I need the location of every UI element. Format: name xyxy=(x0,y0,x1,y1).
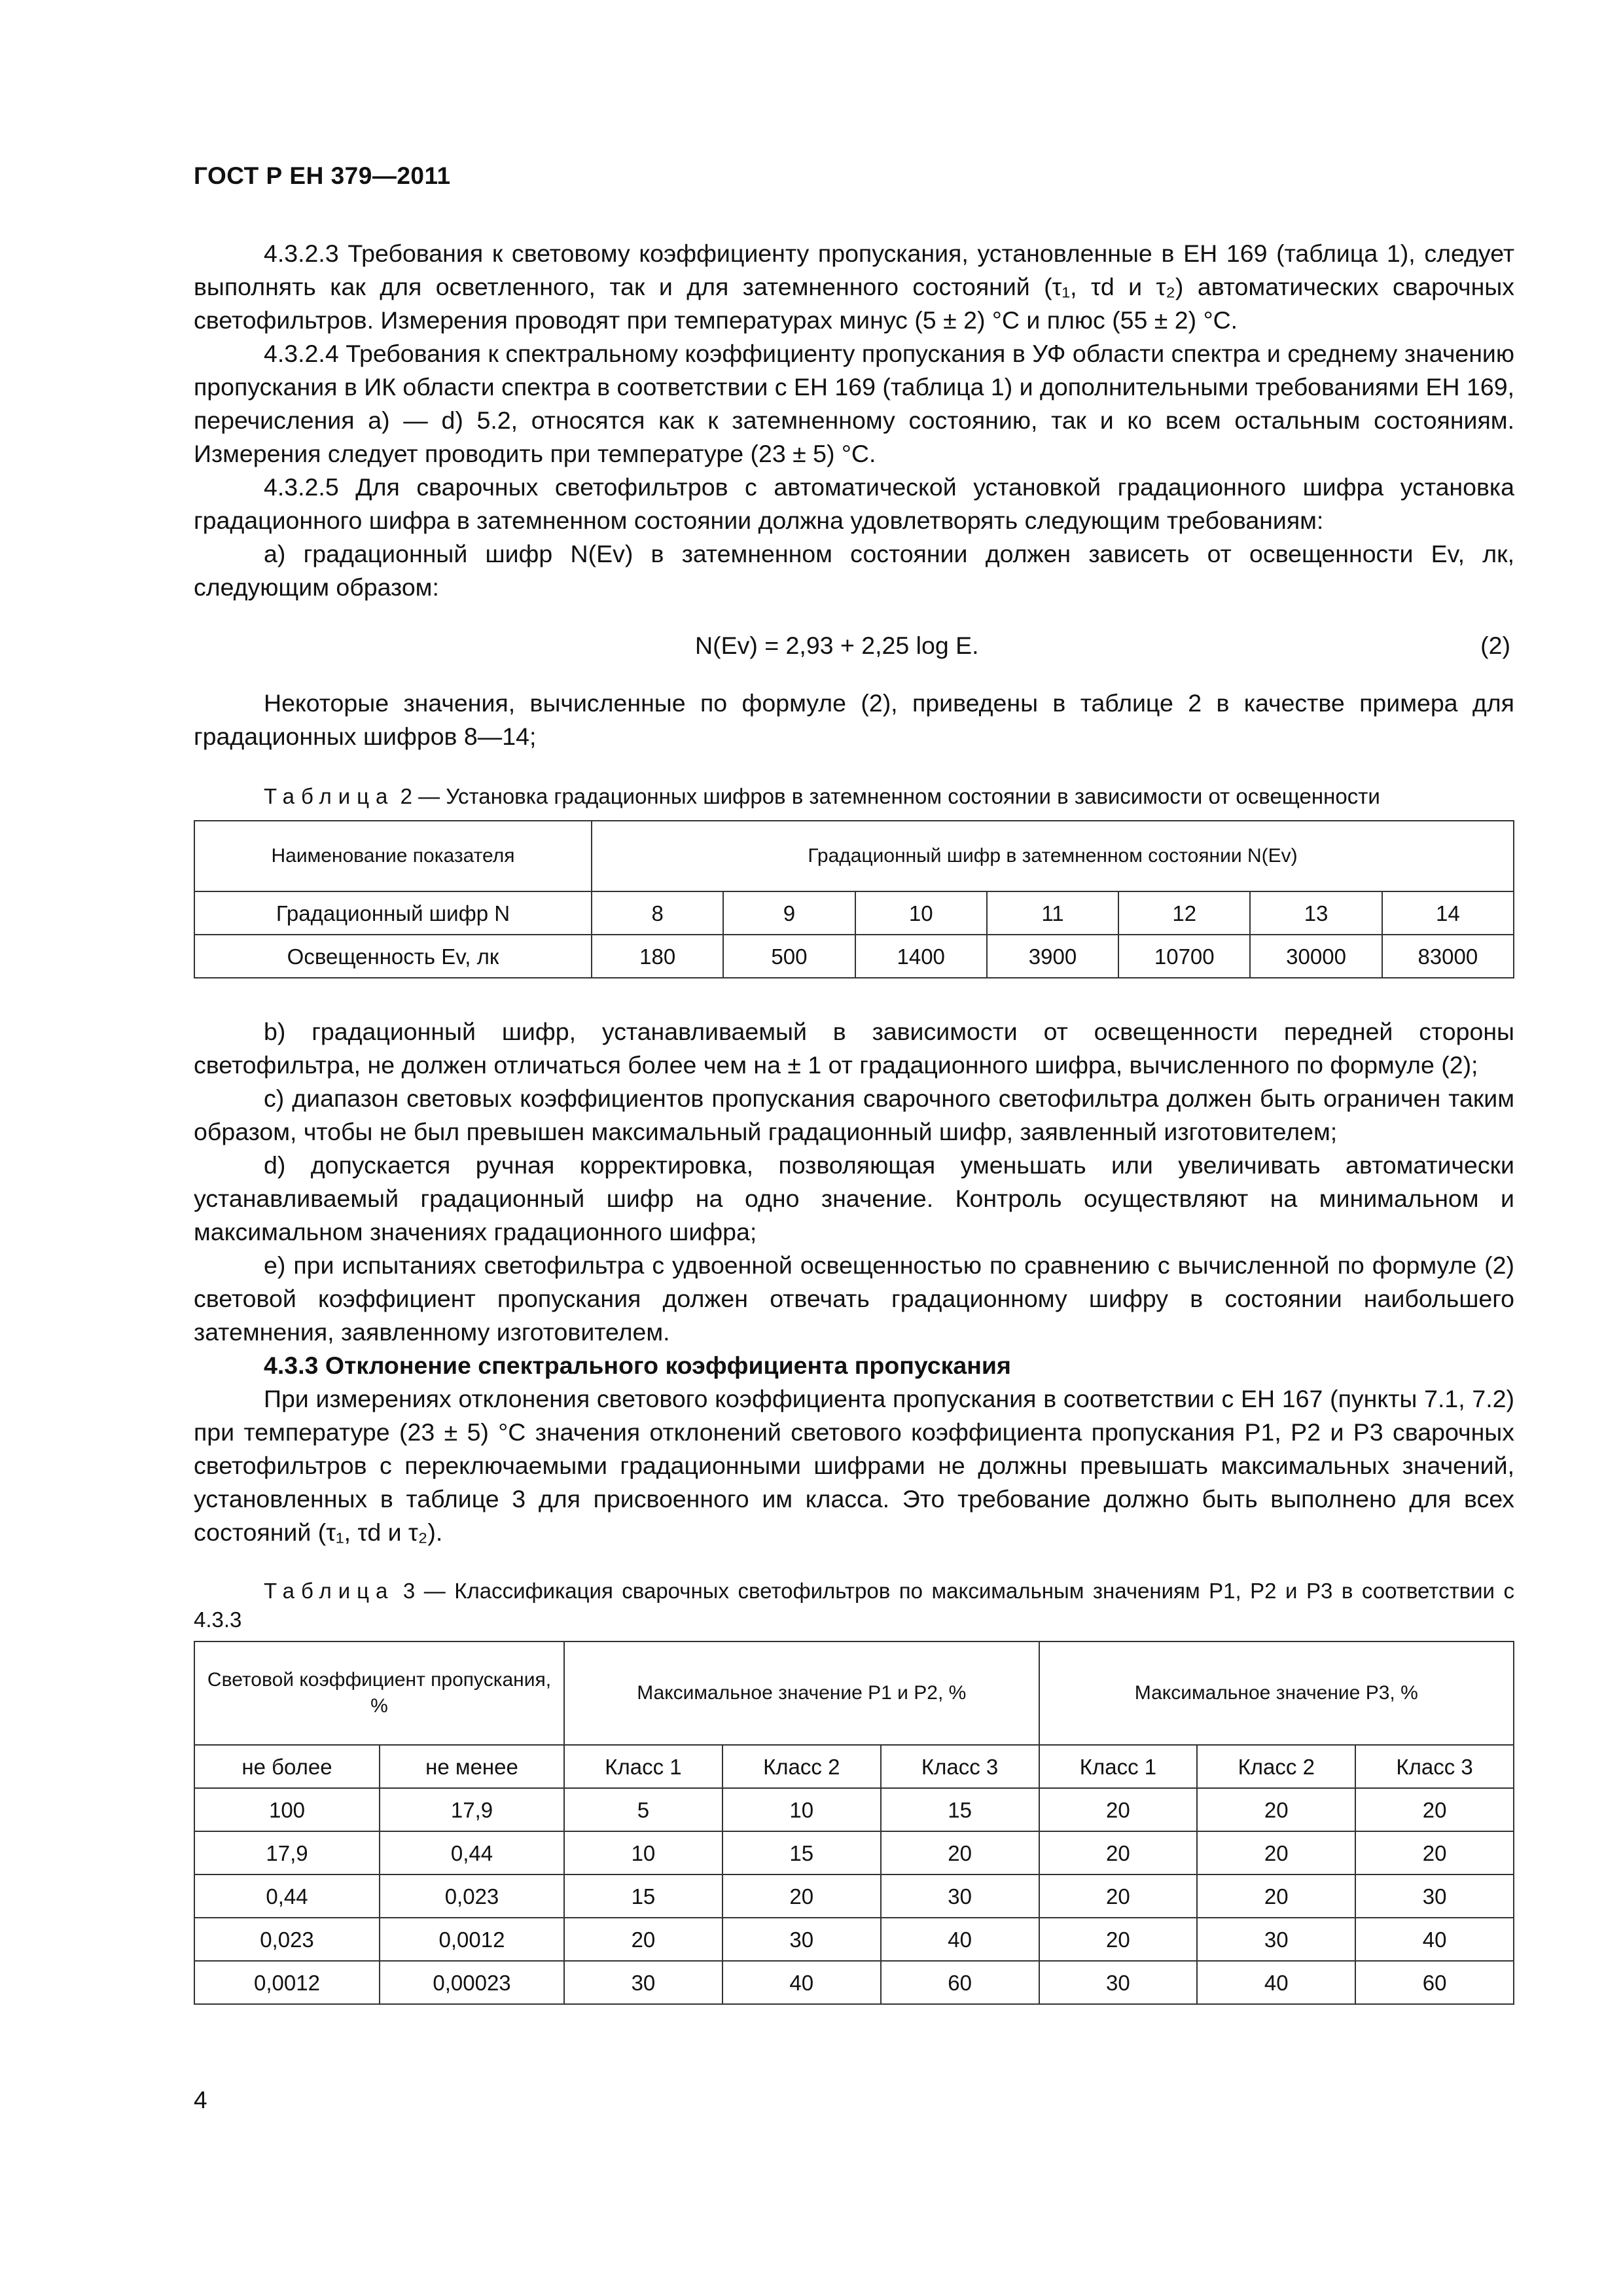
table-row xyxy=(194,891,1514,935)
table-row xyxy=(194,935,1514,978)
table-3-subheader-row xyxy=(194,1745,1514,1788)
list-item-e: е) при испытаниях светофильтра с удвоенной освещенностью по сравнению с вычисленной по формуле (2) световой коэффициент пропускания должен отвечать градационному шифру в состоянии наибольшего затемнения, заявленному изготовителем. xyxy=(194,1251,1514,1346)
table-cell: 3900 xyxy=(987,935,1118,978)
table-cell: 15 xyxy=(881,1788,1039,1831)
table-cell: 30 xyxy=(881,1874,1039,1918)
paragraph-4-3-2-5: 4.3.2.5 Для сварочных светофильтров с автоматической установкой градационного шифра установка градационного шифра в затемненном состоянии должна удовлетворять следующим требованиям: xyxy=(194,473,1514,534)
page-body xyxy=(194,237,1514,2005)
table-2-row-label: Градационный шифр N xyxy=(194,891,592,935)
table-cell: 0,0012 xyxy=(380,1918,564,1961)
table-cell: 13 xyxy=(1250,891,1382,935)
table-3-caption-text: 3 — Классификация сварочных светофильтров по максимальным значениям P1, P2 и P3 в соответствии с 4.3.3 xyxy=(194,1579,1514,1632)
table-cell: 20 xyxy=(1197,1788,1355,1831)
table-2-caption xyxy=(194,782,1514,811)
table-cell: 0,0012 xyxy=(194,1961,380,2004)
table-2-header-shade: Градационный шифр в затемненном состоянии N(Ev) xyxy=(592,821,1514,891)
table-2-caption-word: Таблица xyxy=(264,784,395,808)
table-cell: 10700 xyxy=(1118,935,1250,978)
table-cell: 30 xyxy=(1039,1961,1198,2004)
table-cell: 40 xyxy=(1197,1961,1355,2004)
table-cell: 20 xyxy=(1039,1831,1198,1874)
table-3-subheader: Класс 2 xyxy=(722,1745,881,1788)
list-item-d: d) допускается ручная корректировка, позволяющая уменьшать или увеличивать автоматически устанавливаемый градационный шифр на одно значение. Контроль осуществляют на минимальном и максимальном значениях градационного шифра; xyxy=(194,1151,1514,1246)
table-cell: 40 xyxy=(722,1961,881,2004)
table-cell: 10 xyxy=(855,891,987,935)
section-heading-4-3-3: 4.3.3 Отклонение спектрального коэффициента пропускания xyxy=(264,1352,1011,1379)
table-row xyxy=(194,1961,1514,2004)
table-2-header-param: Наименование показателя xyxy=(194,821,592,891)
table-cell: 20 xyxy=(1039,1788,1198,1831)
list-item-c: с) диапазон световых коэффициентов пропускания сварочного светофильтра должен быть ограничен таким образом, чтобы не был превышен максимальный градационный шифр, заявленный изготовителем; xyxy=(194,1085,1514,1145)
list-item-b: b) градационный шифр, устанавливаемый в зависимости от освещенности передней стороны светофильтра, не должен отличаться более чем на ± 1 от градационного шифра, вычисленного по формуле (2); xyxy=(194,1018,1514,1079)
table-3-caption-word: Таблица xyxy=(264,1579,395,1603)
table-cell: 14 xyxy=(1382,891,1514,935)
table-2-caption-text: 2 — Установка градационных шифров в затемненном состоянии в зависимости от освещенности xyxy=(400,784,1380,808)
table-cell: 20 xyxy=(1197,1831,1355,1874)
table-3-subheader: Класс 3 xyxy=(881,1745,1039,1788)
table-cell: 1400 xyxy=(855,935,987,978)
table-cell: 20 xyxy=(881,1831,1039,1874)
table-3-subheader: Класс 3 xyxy=(1355,1745,1514,1788)
list-item-a: а) градационный шифр N(Ev) в затемненном состоянии должен зависеть от освещенности Ev, лк, следующим образом: xyxy=(194,540,1514,601)
document-code: ГОСТ Р ЕН 379—2011 xyxy=(194,162,451,189)
table-row xyxy=(194,1788,1514,1831)
table-row xyxy=(194,1918,1514,1961)
table-cell: 12 xyxy=(1118,891,1250,935)
table-cell: 20 xyxy=(1039,1918,1198,1961)
table-3-subheader: Класс 2 xyxy=(1197,1745,1355,1788)
table-3-header-tau: Световой коэффициент пропускания, % xyxy=(194,1641,564,1745)
table-cell: 17,9 xyxy=(380,1788,564,1831)
table-cell: 0,00023 xyxy=(380,1961,564,2004)
table-cell: 30000 xyxy=(1250,935,1382,978)
table-cell: 0,023 xyxy=(380,1874,564,1918)
table-cell: 10 xyxy=(564,1831,722,1874)
table-cell: 30 xyxy=(722,1918,881,1961)
table-cell: 40 xyxy=(881,1918,1039,1961)
paragraph-4-3-2-3: 4.3.2.3 Требования к световому коэффициенту пропускания, установленные в ЕН 169 (таблица 1), следует выполнять как для осветленного, так и для затемненного состояний (τ₁, τd и τ₂) автоматических сварочных светофильтров. Измерения проводят при температурах минус (5 ± 2) °С и плюс (55 ± 2) °С. xyxy=(194,240,1514,334)
table-cell: 20 xyxy=(1355,1831,1514,1874)
table-cell: 20 xyxy=(722,1874,881,1918)
formula-expression: N(Ev) = 2,93 + 2,25 log E. xyxy=(695,632,979,659)
table-3-header-row xyxy=(194,1641,1514,1745)
formula-2 xyxy=(194,629,1514,664)
table-cell: 30 xyxy=(1197,1918,1355,1961)
table-cell: 9 xyxy=(723,891,855,935)
table-3-header-p12: Максимальное значение P1 и P2, % xyxy=(564,1641,1039,1745)
page-number: 4 xyxy=(194,2087,207,2113)
table-cell: 100 xyxy=(194,1788,380,1831)
table-cell: 500 xyxy=(723,935,855,978)
table-cell: 0,44 xyxy=(380,1831,564,1874)
table-2 xyxy=(194,820,1514,978)
table-cell: 30 xyxy=(1355,1874,1514,1918)
table-cell: 20 xyxy=(564,1918,722,1961)
table-2-header-row xyxy=(194,821,1514,891)
table-3-subheader: не менее xyxy=(380,1745,564,1788)
paragraph-4-3-3: При измерениях отклонения светового коэффициента пропускания в соответствии с ЕН 167 (пункты 7.1, 7.2) при температуре (23 ± 5) °С значения отклонений светового коэффициента пропускания P1, P2 и P3 сварочных светофильтров с переключаемыми градационными шифрами не должны превышать максимальных значений, установленных в таблице 3 для присвоенного им класса. Это требование должно быть выполнено для всех состояний (τ₁, τd и τ₂). xyxy=(194,1385,1514,1546)
formula-number: (2) xyxy=(1480,632,1510,659)
paragraph-4-3-2-4: 4.3.2.4 Требования к спектральному коэффициенту пропускания в УФ области спектра и среднему значению пропускания в ИК области спектра в соответствии с ЕН 169 (таблица 1) и дополнительными требованиями ЕН 169, перечисления а) — d) 5.2, относятся как к затемненному состоянию, так и ко всем остальным состояниям. Измерения следует проводить при температуре (23 ± 5) °С. xyxy=(194,340,1514,467)
table-row xyxy=(194,1831,1514,1874)
table-3-caption xyxy=(194,1577,1514,1634)
table-cell: 40 xyxy=(1355,1918,1514,1961)
table-cell: 0,023 xyxy=(194,1918,380,1961)
table-cell: 0,44 xyxy=(194,1874,380,1918)
table-cell: 10 xyxy=(722,1788,881,1831)
table-cell: 83000 xyxy=(1382,935,1514,978)
table-2-row-label: Освещенность Ev, лк xyxy=(194,935,592,978)
table-row xyxy=(194,1874,1514,1918)
table-cell: 30 xyxy=(564,1961,722,2004)
table-cell: 8 xyxy=(592,891,723,935)
table-cell: 180 xyxy=(592,935,723,978)
table-3-subheader: Класс 1 xyxy=(1039,1745,1198,1788)
paragraph-examples: Некоторые значения, вычисленные по формуле (2), приведены в таблице 2 в качестве примера для градационных шифров 8—14; xyxy=(194,689,1514,750)
table-cell: 20 xyxy=(1039,1874,1198,1918)
table-cell: 5 xyxy=(564,1788,722,1831)
table-cell: 17,9 xyxy=(194,1831,380,1874)
table-3-header-p3: Максимальное значение P3, % xyxy=(1039,1641,1514,1745)
table-cell: 20 xyxy=(1197,1874,1355,1918)
table-cell: 60 xyxy=(881,1961,1039,2004)
table-cell: 11 xyxy=(987,891,1118,935)
table-3 xyxy=(194,1641,1514,2005)
table-cell: 60 xyxy=(1355,1961,1514,2004)
table-cell: 20 xyxy=(1355,1788,1514,1831)
table-cell: 15 xyxy=(564,1874,722,1918)
table-3-subheader: не более xyxy=(194,1745,380,1788)
table-3-subheader: Класс 1 xyxy=(564,1745,722,1788)
table-cell: 15 xyxy=(722,1831,881,1874)
